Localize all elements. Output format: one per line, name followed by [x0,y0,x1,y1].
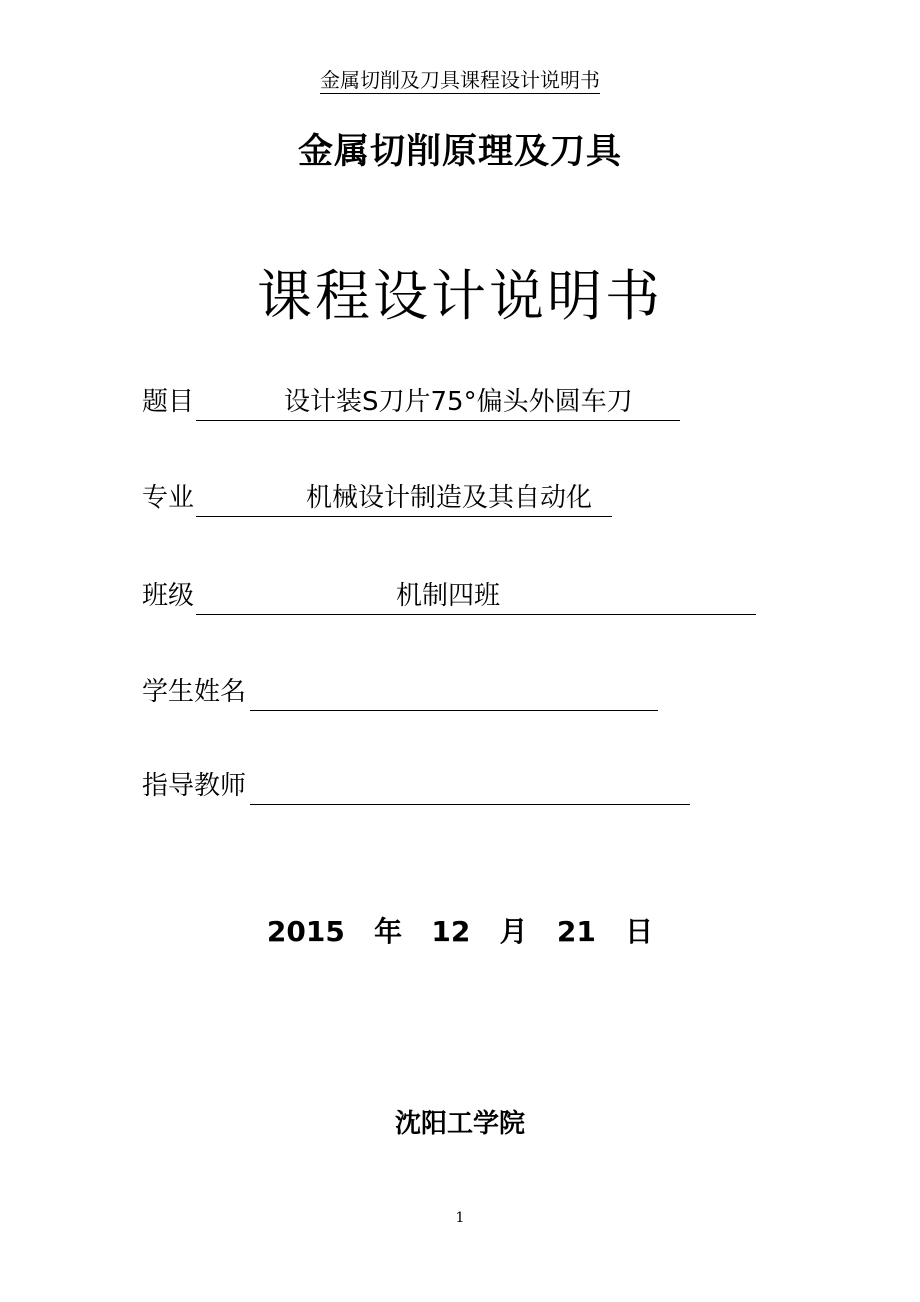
field-topic-value: 设计装S刀片75°偏头外圆车刀 [284,387,633,417]
running-header [0,66,920,94]
date-month-unit: 月 [499,915,528,948]
field-advisor-line [250,766,690,805]
date-day: 21 [556,915,596,948]
document-subtitle: 课程设计说明书 [256,264,663,328]
field-student-line [250,672,658,711]
field-class-value: 机制四班 [396,581,501,611]
field-student [142,672,682,712]
field-student-label: 学生姓名 [142,677,247,707]
field-major [142,478,642,518]
document-title: 金属切削原理及刀具 [297,132,622,172]
field-class [142,576,782,616]
page-number: 1 [455,1210,465,1226]
date-month: 12 [431,915,471,948]
field-class-label: 班级 [142,581,195,611]
field-major-value: 机械设计制造及其自动化 [306,483,593,513]
date-year: 2015 [266,915,345,948]
date-day-unit: 日 [625,915,654,948]
field-advisor [142,766,712,806]
field-major-label: 专业 [142,483,195,513]
date-line [0,910,920,954]
field-advisor-label: 指导教师 [142,771,247,801]
field-topic [142,382,702,422]
institution-name: 沈阳工学院 [394,1109,525,1139]
running-header-text: 金属切削及刀具课程设计说明书 [320,68,600,92]
field-topic-label: 题目 [142,387,195,417]
date-year-unit: 年 [374,915,403,948]
